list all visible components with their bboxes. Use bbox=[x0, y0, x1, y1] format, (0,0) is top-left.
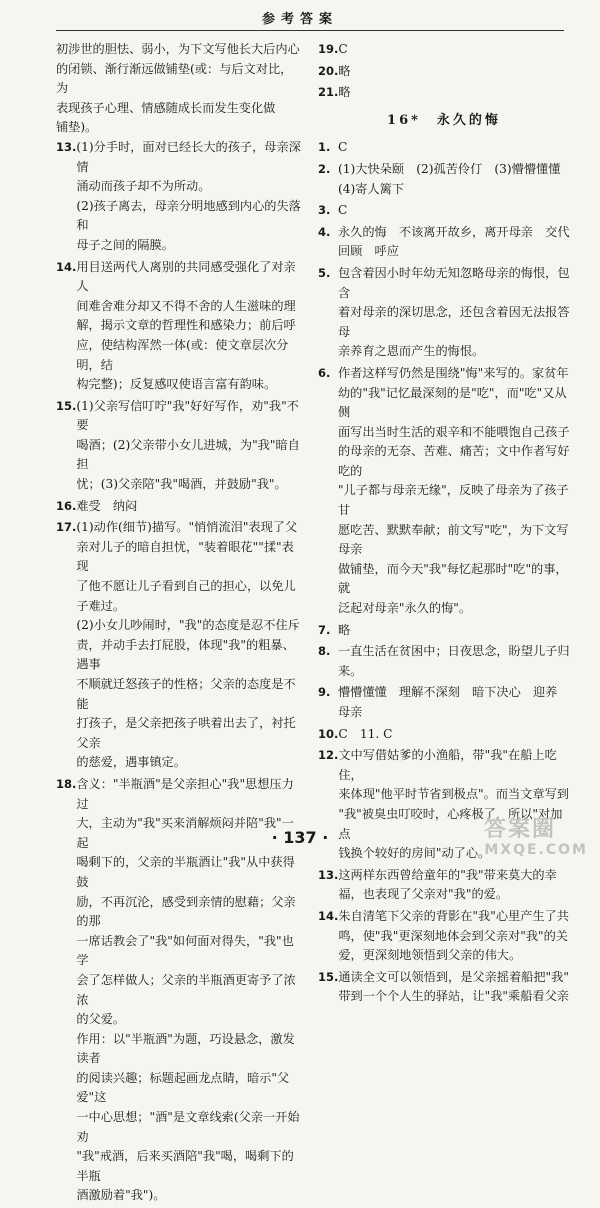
answer-line: 作用：以"半瓶酒"为题，巧设悬念，激发读者 bbox=[76, 1031, 295, 1066]
answer-text bbox=[76, 497, 304, 517]
answer-text bbox=[338, 725, 570, 745]
right-column bbox=[318, 40, 570, 1009]
answer-line: 懵懵懂懂 理解不深刻 暗下决心 迎养 bbox=[338, 685, 558, 700]
section-title: 16* 永久的悔 bbox=[387, 112, 501, 128]
answer-line: 含义："半瓶酒"是父亲担心"我"思想压力过 bbox=[76, 776, 294, 811]
answer-item bbox=[318, 83, 570, 103]
answer-line: (2)孩子离去，母亲分明地感到内心的失落和 bbox=[76, 198, 301, 233]
answer-item bbox=[318, 138, 570, 158]
answer-line: 鸣，使"我"更深刻地体会到父亲对"我"的关 bbox=[338, 928, 568, 943]
answer-line: 母子之间的隔膜。 bbox=[76, 237, 174, 252]
answer-line: "儿子都与母亲无缘"，反映了母亲为了孩子甘 bbox=[338, 483, 569, 518]
answer-item bbox=[318, 62, 570, 82]
answer-text bbox=[338, 364, 570, 619]
answer-line: 间难舍难分却又不得不舍的人生滋味的理 bbox=[76, 298, 296, 313]
answer-line: 来体现"他平时节省到极点"。而当文章写到 bbox=[338, 787, 569, 802]
answer-line: (2)小女儿吵闹时，"我"的态度是忍不住斥 bbox=[76, 618, 300, 633]
answer-line: 励，不再沉沦，感受到亲情的慰藉；父亲的那 bbox=[76, 894, 296, 929]
answer-item bbox=[318, 968, 570, 1007]
answer-line: 的阅读兴趣；标题起画龙点睛，暗示"父爱"这 bbox=[76, 1070, 290, 1105]
answer-text bbox=[338, 907, 570, 966]
answer-line: 钱换个较好的房间"动了心。 bbox=[338, 846, 491, 861]
answer-item bbox=[318, 621, 570, 641]
watermark-line1: 答案圈 bbox=[484, 817, 557, 842]
answer-line: 通读全文可以领悟到，是父亲摇着船把"我" bbox=[338, 969, 569, 984]
answer-number: 12. bbox=[318, 748, 339, 763]
answer-item bbox=[56, 497, 304, 517]
page-header: 参考答案 bbox=[261, 12, 338, 27]
answer-text bbox=[338, 201, 570, 221]
answer-text bbox=[338, 968, 570, 1007]
answer-line: 文中写借姑爹的小渔船，带"我"在船上吃住， bbox=[338, 748, 557, 782]
intro-line: 铺垫)。 bbox=[56, 120, 98, 135]
answer-line: 一中心思想；"酒"是文章线索(父亲一开始劝 bbox=[76, 1110, 300, 1144]
answer-line: 责，并动手去打屁股，体现"我"的粗暴、遇事 bbox=[76, 637, 295, 672]
answer-text bbox=[338, 40, 570, 60]
answer-line: 幼的"我"记忆最深刻的是"吃"，而"吃"又从侧 bbox=[338, 385, 567, 420]
answer-number: 7. bbox=[318, 622, 331, 637]
answer-text bbox=[338, 683, 570, 722]
answer-line: 涌动而孩子却不为所动。 bbox=[76, 179, 211, 194]
answer-line: 的慈爱，遇事镇定。 bbox=[76, 755, 187, 770]
answer-line: 打孩子，是父亲把孩子哄着出去了，衬托父亲 bbox=[76, 716, 296, 750]
answer-number: 18. bbox=[56, 776, 77, 791]
answer-number: 14. bbox=[56, 259, 77, 274]
answer-text bbox=[338, 866, 570, 905]
answer-text bbox=[338, 264, 570, 362]
answer-line: 子难过。 bbox=[76, 598, 126, 613]
answer-item bbox=[318, 160, 570, 199]
answer-line: (1)大快朵颐 (2)孤苦伶仃 (3)懵懵懂懂 bbox=[338, 161, 561, 176]
answer-line: 亲养育之恩而产生的悔恨。 bbox=[338, 344, 485, 359]
answer-item bbox=[56, 518, 304, 773]
answer-line: 福，也表现了父亲对"我"的爱。 bbox=[338, 887, 509, 902]
answer-number: 3. bbox=[318, 203, 331, 218]
answer-text bbox=[338, 160, 570, 199]
answer-line: 一席话教会了"我"如何面对得失，"我"也学 bbox=[76, 933, 294, 968]
answer-line: C bbox=[338, 42, 348, 56]
answer-line: 构完整)；反复感叹使语言富有韵味。 bbox=[76, 377, 277, 392]
answer-item bbox=[318, 223, 570, 262]
answer-item bbox=[318, 907, 570, 966]
watermark-line2: MXQE.COM bbox=[484, 842, 588, 858]
answer-line: 的父爱。 bbox=[76, 1012, 126, 1027]
answer-number: 13. bbox=[56, 139, 77, 154]
answer-item bbox=[318, 201, 570, 221]
answer-text bbox=[76, 397, 304, 495]
answer-item bbox=[318, 683, 570, 722]
answer-number: 16. bbox=[56, 498, 77, 513]
answer-item bbox=[56, 138, 304, 256]
answer-line: 做铺垫，而今天"我"每忆起那时"吃"的事，就 bbox=[338, 561, 568, 596]
answer-number: 6. bbox=[318, 365, 331, 380]
answer-text bbox=[76, 518, 304, 773]
answer-line: 亲对儿子的暗自担忧，"装着眼花""揉"表现 bbox=[76, 539, 294, 574]
answer-number: 2. bbox=[318, 161, 331, 176]
answer-line: 略 bbox=[338, 622, 351, 637]
answer-number: 14. bbox=[318, 908, 339, 923]
left-answer-list bbox=[56, 138, 304, 1206]
answer-item bbox=[318, 364, 570, 619]
answer-number: 21. bbox=[318, 85, 339, 100]
answer-line: (1)父亲写信叮咛"我"好好写作，劝"我"不要 bbox=[76, 398, 299, 433]
answer-line: 泛起对母亲"永久的悔"。 bbox=[338, 601, 472, 616]
answer-line: 大，主动为"我"买来消解烦闷并陪"我"一起 bbox=[76, 816, 294, 850]
answer-line: 带到一个个人生的驿站，让"我"乘船看父亲 bbox=[338, 989, 569, 1004]
page-number: · 137 · bbox=[271, 828, 329, 847]
right-answer-list bbox=[318, 138, 570, 1007]
answer-number: 17. bbox=[56, 520, 77, 535]
answer-number: 15. bbox=[318, 969, 339, 984]
answer-line: 永久的悔 不该离开故乡，离开母亲 交代 bbox=[338, 224, 570, 239]
answer-number: 8. bbox=[318, 644, 331, 659]
answer-line: C bbox=[338, 203, 348, 218]
answer-line: 会了怎样做人；父亲的半瓶酒更寄予了浓浓 bbox=[76, 972, 296, 1007]
answer-line: 的母亲的无奈、苦难、痛苦；文中作者写好吃的 bbox=[338, 444, 570, 478]
right-answer-list-top bbox=[318, 40, 570, 103]
answer-line: 酒激励着"我")。 bbox=[76, 1188, 166, 1203]
answer-number: 19. bbox=[318, 42, 339, 56]
answer-item bbox=[318, 725, 570, 745]
answer-line: 喝酒；(2)父亲带小女儿进城，为"我"暗自担 bbox=[76, 437, 300, 472]
answer-text bbox=[76, 138, 304, 256]
answer-item bbox=[318, 866, 570, 905]
answer-item bbox=[56, 397, 304, 495]
answer-number: 4. bbox=[318, 224, 331, 239]
left-column bbox=[56, 40, 304, 1208]
intro-line: 的闭锁、渐行渐远做铺垫(或：与后文对比，为 bbox=[56, 61, 293, 96]
answer-number: 5. bbox=[318, 265, 331, 280]
answer-text bbox=[338, 642, 570, 681]
answer-item bbox=[318, 40, 570, 60]
answer-line: 回顾 呼应 bbox=[338, 244, 399, 259]
answer-line: 一直生活在贫困中；日夜思念，盼望儿子归来。 bbox=[338, 644, 570, 678]
answer-number: 20. bbox=[318, 63, 339, 78]
answer-text bbox=[76, 258, 304, 395]
answer-number: 1. bbox=[318, 140, 331, 155]
answer-line: 愿吃苦、默默奉献；前文写"吃"，为下文写母亲 bbox=[338, 522, 569, 557]
answer-item bbox=[56, 258, 304, 395]
answer-number: 13. bbox=[318, 867, 339, 882]
intro-line: 表现孩子心理、情感随成长而发生变化做 bbox=[56, 100, 276, 115]
answer-line: (1)分手时，面对已经长大的孩子，母亲深情 bbox=[76, 139, 301, 174]
answer-text bbox=[338, 223, 570, 262]
answer-line: 包含着因小时年幼无知忽略母亲的悔恨，包含 bbox=[338, 265, 570, 300]
answer-line: C 11. C bbox=[338, 726, 393, 741]
answer-text bbox=[338, 138, 570, 158]
answer-line: "我"被臭虫叮咬时，心疼极了，所以"对加点 bbox=[338, 806, 563, 841]
answer-line: 喝剩下的，父亲的半瓶酒让"我"从中获得鼓 bbox=[76, 855, 295, 889]
answer-line: 母亲 bbox=[338, 705, 363, 719]
answer-item bbox=[318, 264, 570, 362]
answer-line: 着对母亲的深切思念，还包含着因无法报答母 bbox=[338, 305, 570, 339]
answer-number: 9. bbox=[318, 685, 331, 700]
header-rule bbox=[56, 30, 564, 31]
answer-line: 这两样东西曾给童年的"我"带来莫大的幸 bbox=[338, 867, 557, 882]
answer-text bbox=[338, 83, 570, 103]
answer-line: 解，揭示文章的哲理性和感染力；前后呼 bbox=[76, 318, 296, 333]
answer-line: 略 bbox=[338, 63, 351, 78]
answer-line: 用目送两代人离别的共同感受强化了对亲人 bbox=[76, 259, 296, 294]
answer-line: 不顺就迁怒孩子的性格；父亲的态度是不能 bbox=[76, 677, 296, 711]
answer-line: 爱，更深刻地领悟到父亲的伟大。 bbox=[338, 948, 522, 963]
answer-line: 朱自清笔下父亲的背影在"我"心里产生了共 bbox=[338, 908, 569, 923]
intro-paragraph bbox=[56, 40, 304, 138]
answer-line: 了他不愿让儿子看到自己的担心，以免儿 bbox=[76, 579, 296, 594]
answer-line: 忧；(3)父亲陪"我"喝酒，并鼓励"我"。 bbox=[76, 477, 287, 492]
answer-line: 难受 纳闷 bbox=[76, 498, 138, 513]
answer-line: 应，使结构浑然一体(或：使文章层次分明，结 bbox=[76, 337, 289, 372]
answer-line: (4)寄人篱下 bbox=[338, 181, 405, 196]
answer-number: 10. bbox=[318, 726, 339, 741]
answer-item bbox=[318, 642, 570, 681]
answer-line: 作者这样写仍然是围绕"悔"来写的。家贫年 bbox=[338, 365, 569, 380]
site-watermark-logo bbox=[484, 818, 594, 860]
answer-line: "我"戒酒，后来买酒陪"我"喝，喝剩下的半瓶 bbox=[76, 1149, 294, 1183]
answer-text bbox=[338, 621, 570, 641]
answer-line: C bbox=[338, 140, 348, 155]
intro-line: 初涉世的胆怯、弱小，为下文写他长大后内心 bbox=[56, 42, 300, 56]
answer-line: 略 bbox=[338, 85, 351, 100]
answer-number: 15. bbox=[56, 398, 77, 413]
answer-line: 面写出当时生活的艰辛和不能喂饱自己孩子 bbox=[338, 424, 570, 439]
answer-text bbox=[338, 62, 570, 82]
answer-line: (1)动作(细节)描写。"悄悄流泪"表现了父 bbox=[76, 520, 298, 535]
